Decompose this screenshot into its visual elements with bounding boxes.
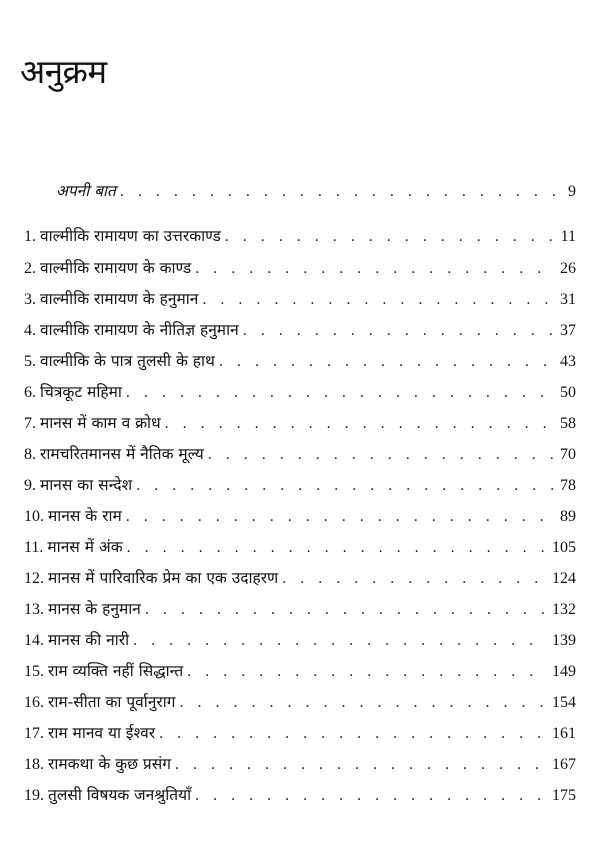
toc-entry-title: अपनी बात (56, 182, 116, 200)
toc-entry (0, 408, 600, 438)
toc-entry-title: वाल्मीकि रामायण का उत्तरकाण्ड (40, 227, 221, 245)
toc-entry-title: रामचरितमानस में नैतिक मूल्य (40, 445, 204, 463)
toc-leader-dots (219, 347, 554, 377)
toc-entry (0, 377, 600, 407)
toc-entry-page: 89 (560, 508, 576, 525)
toc-entry-number: 2. (24, 260, 36, 277)
toc-entry (0, 749, 600, 779)
toc-entry-title: रामकथा के कुछ प्रसंग (48, 755, 171, 773)
toc-entry-page: 161 (552, 725, 576, 742)
toc-leader-dots (195, 254, 554, 284)
toc-entry-page: 43 (560, 353, 576, 370)
toc-entry-page: 154 (552, 694, 576, 711)
toc-entry-number: 17. (24, 725, 44, 742)
toc-leader-dots (208, 440, 554, 470)
toc-entry-title: मानस की नारी (48, 631, 130, 649)
toc-entry-page: 37 (560, 322, 576, 339)
toc-entry-title: मानस में पारिवारिक प्रेम का एक उदाहरण (48, 569, 279, 587)
toc-entry (0, 532, 600, 562)
toc-entry-title: तुलसी विषयक जनश्रुतियाँ (48, 786, 192, 804)
toc-entry-page: 31 (560, 291, 576, 308)
toc-leader-dots (145, 595, 546, 625)
toc-leader-dots (120, 177, 562, 207)
toc-entry-page: 26 (560, 260, 576, 277)
toc-entry-title: मानस का सन्देश (40, 476, 133, 494)
toc-entry-title: वाल्मीकि रामायण के काण्ड (40, 259, 192, 277)
toc-leader-dots (127, 533, 546, 563)
toc-entry-number: 12. (24, 570, 44, 587)
toc-entry-page: 11 (560, 228, 576, 245)
toc-leader-dots (243, 316, 554, 346)
toc-entry-page: 167 (552, 756, 576, 773)
toc-entry-number: 7. (24, 415, 36, 432)
toc-entry-title: राम मानव या ईश्वर (48, 724, 156, 742)
toc-entry (0, 625, 600, 655)
toc-entry (0, 656, 600, 686)
toc-leader-dots (179, 688, 546, 718)
toc-leader-dots (282, 564, 546, 594)
toc-entry (0, 439, 600, 469)
toc-entry (0, 563, 600, 593)
page-title: अनुक्रम (20, 52, 107, 91)
toc-entry-number: 18. (24, 756, 44, 773)
toc-leader-dots (133, 626, 546, 656)
toc-entry-number: 4. (24, 322, 36, 339)
toc-entry-page: 175 (552, 787, 576, 804)
toc-entry-title: मानस के राम (48, 507, 122, 525)
toc-entry-number: 10. (24, 508, 44, 525)
toc-entry-number: 3. (24, 291, 36, 308)
toc-entry-number: 11. (24, 539, 44, 556)
toc-entry-number: 14. (24, 632, 44, 649)
toc-entry-number: 16. (24, 694, 44, 711)
toc-entry-page: 78 (560, 477, 576, 494)
toc-entry-number: 8. (24, 446, 36, 463)
toc-leader-dots (165, 409, 554, 439)
toc-entry-page: 139 (552, 632, 576, 649)
toc-entry (0, 780, 600, 810)
toc-entry-title: राम व्यक्ति नहीं सिद्धान्त (48, 662, 184, 680)
toc-entry-page: 9 (568, 183, 576, 200)
toc-entry (0, 253, 600, 283)
toc-entry-title: मानस में अंक (47, 538, 123, 556)
toc-entry-title: राम-सीता का पूर्वानुराग (48, 693, 176, 711)
toc-entry-title: मानस के हनुमान (48, 600, 141, 618)
toc-entry-page: 70 (560, 446, 576, 463)
toc-leader-dots (225, 222, 555, 252)
toc-entry-page: 132 (552, 601, 576, 618)
toc-leader-dots (187, 657, 546, 687)
toc-entry-page: 105 (552, 539, 576, 556)
toc-entry-title: वाल्मीकि के पात्र तुलसी के हाथ (40, 352, 215, 370)
toc-entry-number: 15. (24, 663, 44, 680)
toc-entry (0, 501, 600, 531)
toc-leader-dots (175, 750, 546, 780)
toc-entry-title: वाल्मीकि रामायण के हनुमान (40, 290, 199, 308)
toc-entry-page: 58 (560, 415, 576, 432)
toc-entry (0, 470, 600, 500)
toc-entry-title: चित्रकूट महिमा (40, 383, 122, 401)
toc-entry (0, 176, 600, 206)
toc-entry-page: 50 (560, 384, 576, 401)
toc-entry (0, 687, 600, 717)
toc-entry-number: 19. (24, 787, 44, 804)
toc-entry (0, 718, 600, 748)
toc-leader-dots (202, 285, 554, 315)
toc-entry (0, 284, 600, 314)
toc-entry (0, 346, 600, 376)
toc-entry-title: मानस में काम व क्रोध (40, 414, 161, 432)
toc-entry (0, 315, 600, 345)
toc-entry-page: 124 (552, 570, 576, 587)
toc-leader-dots (126, 378, 554, 408)
toc-entry-number: 9. (24, 477, 36, 494)
toc-entry-number: 13. (24, 601, 44, 618)
toc-entry (0, 594, 600, 624)
toc-leader-dots (159, 719, 546, 749)
toc-entry (0, 221, 600, 251)
toc-entry-number: 6. (24, 384, 36, 401)
toc-leader-dots (136, 471, 554, 501)
toc-entry-page: 149 (552, 663, 576, 680)
toc-entry-number: 5. (24, 353, 36, 370)
toc-leader-dots (195, 781, 546, 811)
toc-entry-title: वाल्मीकि रामायण के नीतिज्ञ हनुमान (40, 321, 239, 339)
toc-entry-number: 1. (24, 228, 36, 245)
toc-leader-dots (126, 502, 554, 532)
